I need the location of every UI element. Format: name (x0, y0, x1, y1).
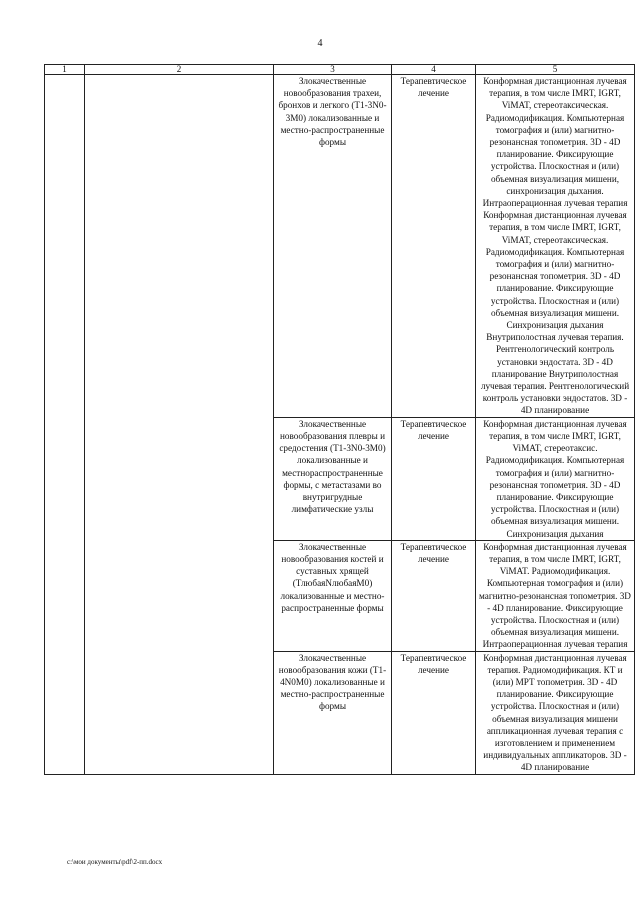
column-header: 5 (476, 65, 635, 75)
treatment-type-cell: Терапевтическое лечение (392, 540, 476, 651)
column-header: 3 (274, 65, 392, 75)
column-header: 1 (45, 65, 85, 75)
method-cell: Конформная дистанционная лучевая терапия, в том числе IMRT, IGRT, ViMAT. Радиомодификация. Компьютерная томография и (или) магнитно-резонансная топометрия. 3D - 4D планирование. Фиксирующие устройства. Плоскостная и (или) объемная визуализация мишени. Интраоперационная лучевая терапия (476, 540, 635, 651)
condition-cell: Злокачественные новообразования костей и суставных хрящей (ТлюбаяNлюбаяM0) локализованные и местно-распространенные формы (274, 540, 392, 651)
method-cell: Конформная дистанционная лучевая терапия, в том числе IMRT, IGRT, ViMAT, стереотаксическая. Радиомодификация. Компьютерная томография и (или) магнитно-резонансная топометрия. 3D - 4D планирование. Фиксирующие устройства. Плоскостная и (или) объемная визуализация мишени, синхронизация дыхания. Интраоперационная лучевая терапия Конформная дистанционная лучевая терапия, в том числе IMRT, IGRT, ViMAT, стереотаксическая. Радиомодификация. Компьютерная томография и (или) магнитно-резонансная топометрия. 3D - 4D планирование. Фиксирующие устройства. Плоскостная и (или) объемная визуализация мишени. Синхронизация дыхания Внутриполостная лучевая терапия. Рентгенологический контроль установки эндостата. 3D - 4D планирование Внутриполостная лучевая терапия. Рентгенологический контроль установки эндостатов. 3D - 4D планирование (476, 75, 635, 418)
treatment-table (44, 64, 635, 775)
condition-cell: Злокачественные новообразования кожи (Т1-4N0M0) локализованные и местно-распространенные формы (274, 651, 392, 774)
footer-file-path: c:\мои документы\pdf\2-пп.docx (67, 858, 163, 866)
column-header: 4 (392, 65, 476, 75)
condition-cell: Злокачественные новообразования плевры и средостения (Т1-3N0-3M0) локализованные и местнораспространенные формы, с метастазами во внутригрудные лимфатические узлы (274, 417, 392, 540)
method-cell: Конформная дистанционная лучевая терапия, в том числе IMRT, IGRT, ViMAT, стереотаксис. Радиомодификация. Компьютерная томография и (или) магнитно-резонансная топометрия. 3D - 4D планирование. Фиксирующие устройства. Плоскостная и (или) объемная визуализация мишени. Синхронизация дыхания (476, 417, 635, 540)
page-number: 4 (317, 38, 323, 49)
table-row (45, 75, 635, 418)
treatment-type-cell: Терапевтическое лечение (392, 651, 476, 774)
condition-cell: Злокачественные новообразования трахеи, бронхов и легкого (Т1-3N0-3M0) локализованные и местно-распространенные формы (274, 75, 392, 418)
treatment-type-cell: Терапевтическое лечение (392, 75, 476, 418)
table-cell-empty (85, 75, 274, 775)
treatment-type-cell: Терапевтическое лечение (392, 417, 476, 540)
column-header: 2 (85, 65, 274, 75)
table-header-row (45, 65, 635, 75)
table-cell-empty (45, 75, 85, 775)
method-cell: Конформная дистанционная лучевая терапия. Радиомодификация. КТ и (или) МРТ топометрия. 3D - 4D планирование. Фиксирующие устройства. Плоскостная и (или) объемная визуализация мишени аппликационная лучевая терапия с изготовлением и применением индивидуальных аппликаторов. 3D - 4D планирование (476, 651, 635, 774)
